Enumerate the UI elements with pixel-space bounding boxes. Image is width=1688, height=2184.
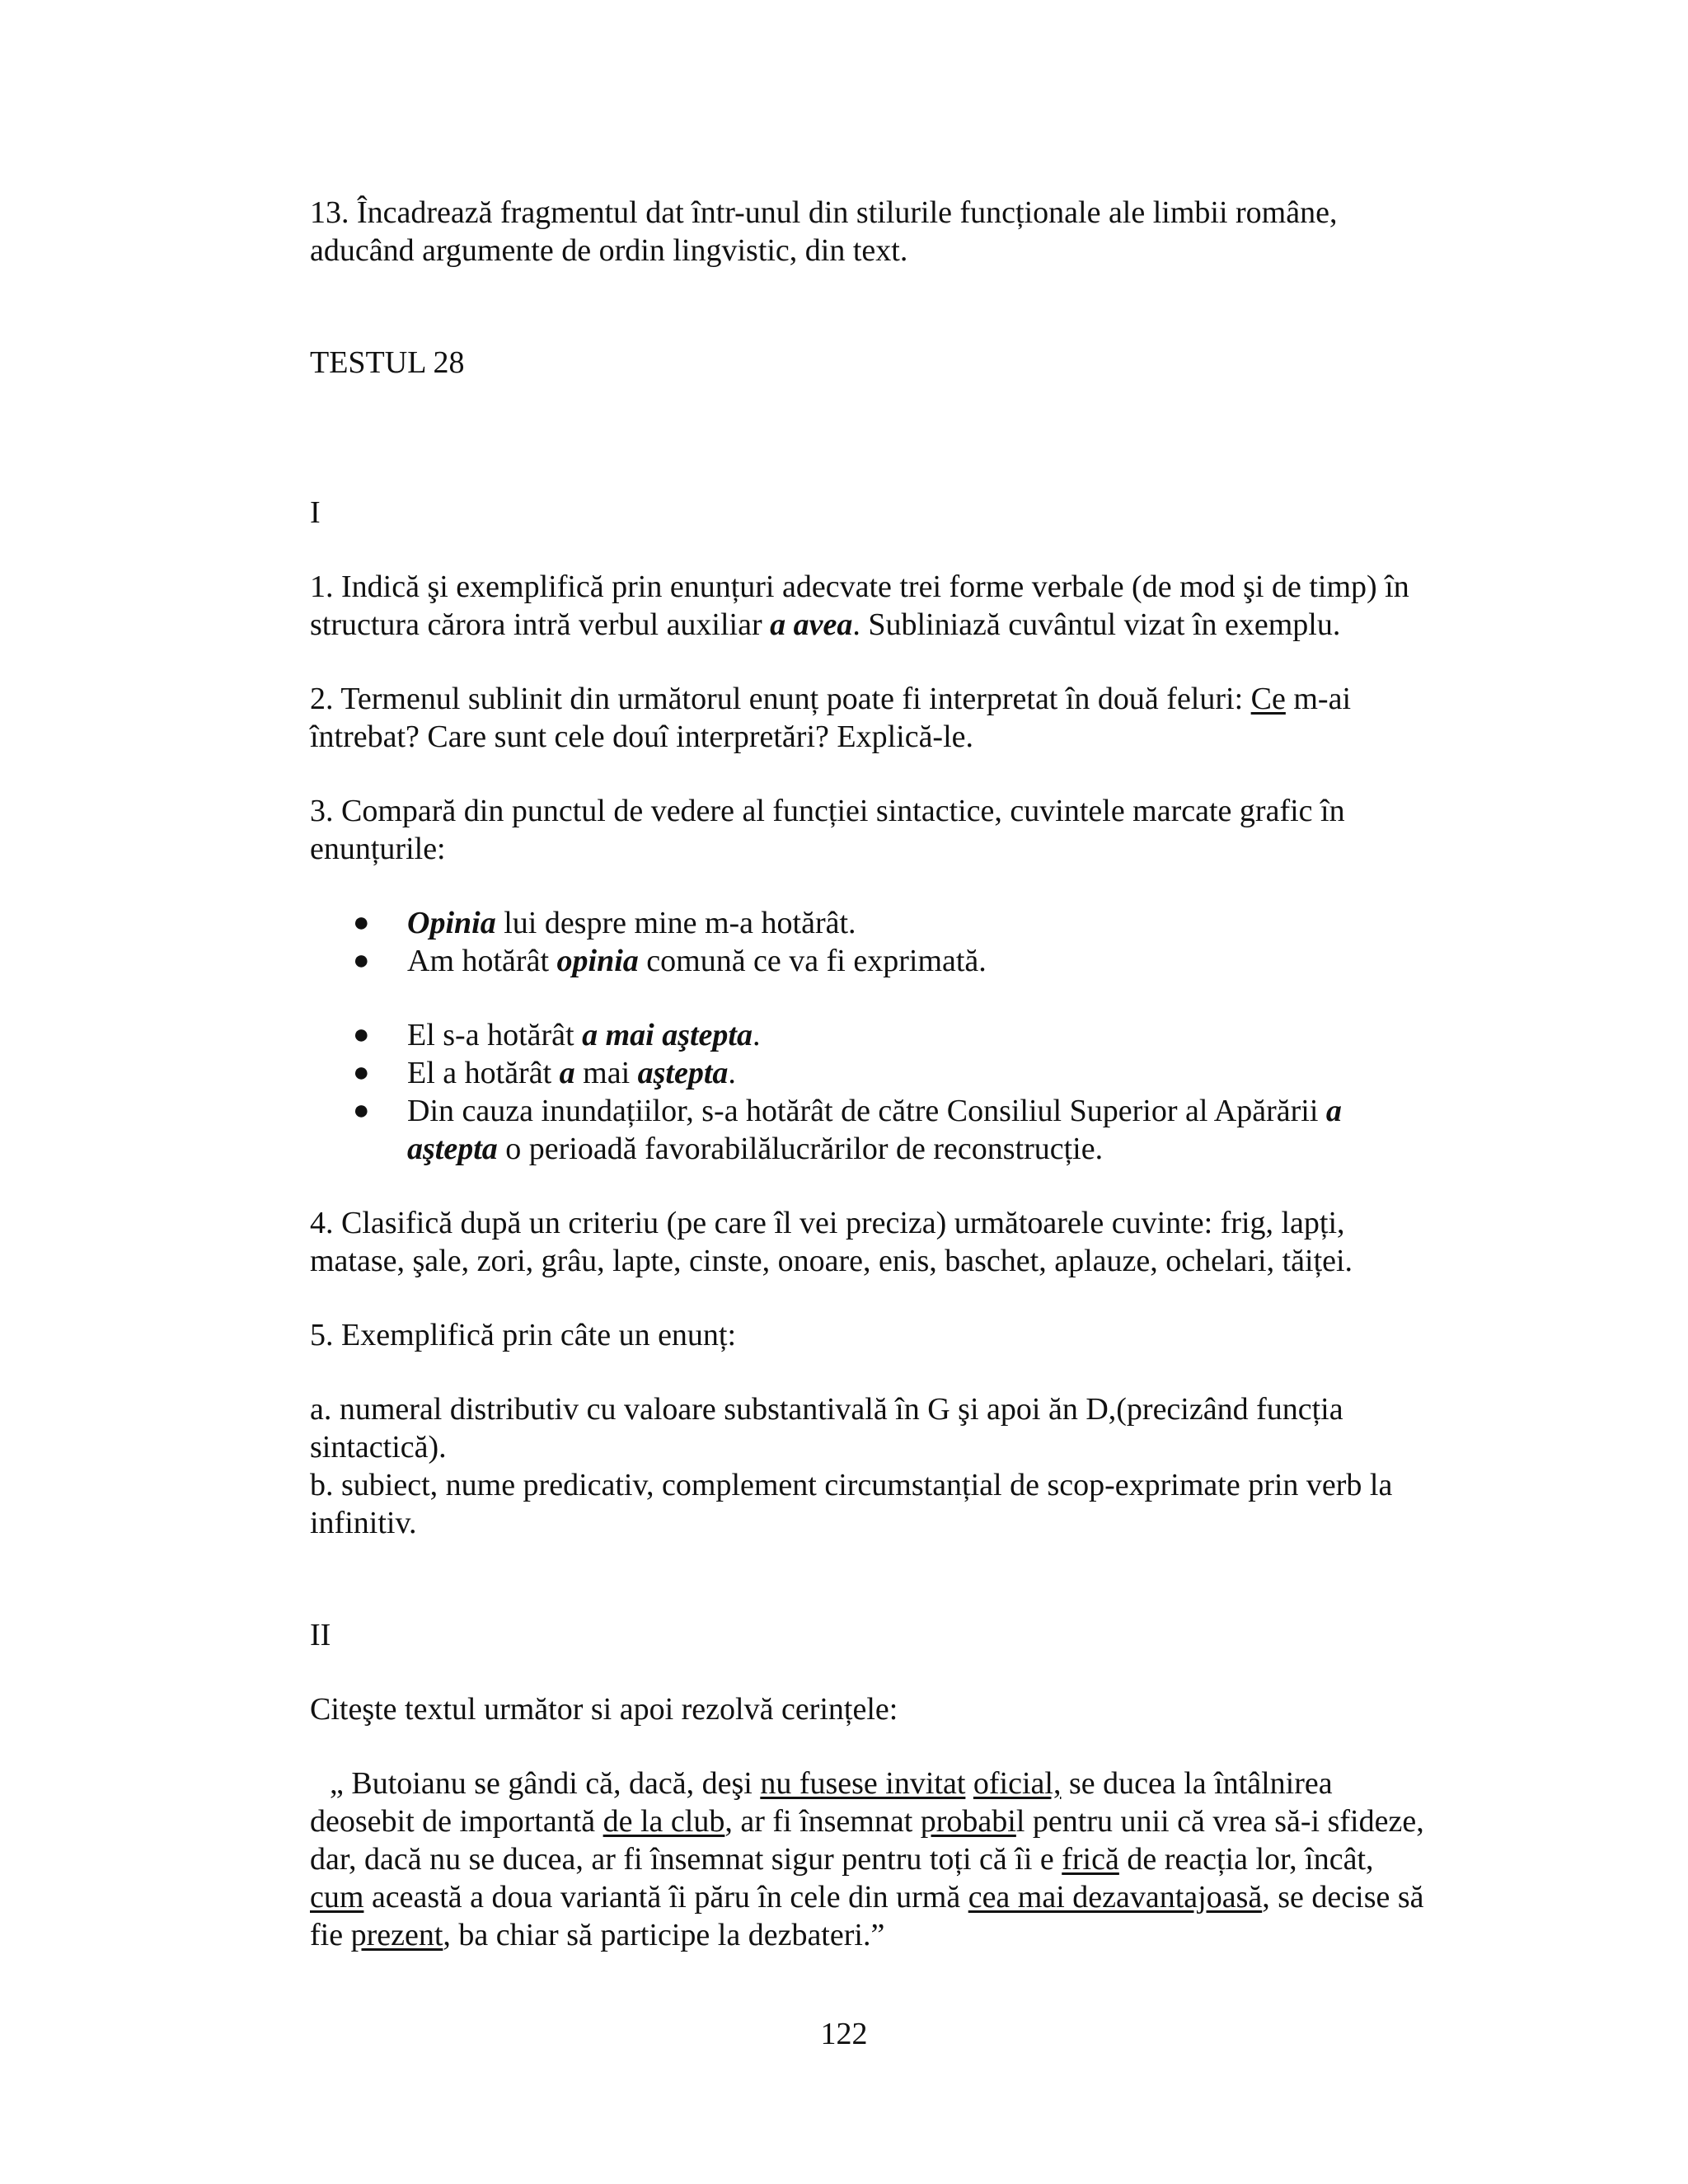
question-5b-line-2: infinitiv. [310, 1506, 417, 1540]
test-title: TESTUL 28 [310, 345, 465, 380]
section-heading-2: II [310, 1618, 331, 1652]
page-number: 122 [820, 2017, 868, 2051]
question-5b-line-1: b. subiect, nume predicativ, complement circumstanțial de scop-exprimate prin verb la [310, 1468, 1393, 1502]
list-item: El s-a hotărât a mai aştepta. [407, 1018, 761, 1052]
quote-line-1: „ Butoianu se gândi că, dacă, deşi nu fusese invitat oficial, se ducea la întâlnirea [330, 1766, 1333, 1801]
quote-line-3: dar, dacă nu se ducea, ar fi însemnat sigur pentru toți că îi e frică de reacția lor, încât, [310, 1842, 1374, 1877]
question-4-line-1: 4. Clasifică după un criteriu (pe care îl vei preciza) următoarele cuvinte: frig, lapți, [310, 1206, 1345, 1240]
underlined-ce: Ce [1250, 682, 1286, 716]
bullet-icon: ● [353, 1057, 370, 1088]
question-3-line-2: enunțurile: [310, 832, 446, 866]
question-5a-line-1: a. numeral distributiv cu valoare substantivală în G şi apoi ăn D,(precizând funcția [310, 1392, 1343, 1427]
list-item: Am hotărât opinia comună ce va fi exprimată. [407, 944, 987, 978]
list-item: Din cauza inundațiilor, s-a hotărât de către Consiliul Superior al Apărării a [407, 1094, 1342, 1128]
instruction-text: Citeşte textul următor si apoi rezolvă cerințele: [310, 1692, 898, 1727]
question-1-line-1: 1. Indică şi exemplifică prin enunțuri adecvate trei forme verbale (de mod şi de timp) în [310, 569, 1409, 604]
bullet-icon: ● [353, 1095, 370, 1126]
question-5a-line-2: sintactică). [310, 1430, 447, 1465]
question-2-line-2: întrebat? Care sunt cele douî interpretări? Explică-le. [310, 719, 974, 754]
question-13-line-2: aducând argumente de ordin lingvistic, din text. [310, 233, 908, 268]
question-3-line-1: 3. Compară din punctul de vedere al funcției sintactice, cuvintele marcate grafic în [310, 794, 1345, 828]
bullet-icon: ● [353, 945, 370, 976]
question-5-line-1: 5. Exemplifică prin câte un enunț: [310, 1318, 737, 1352]
question-4-line-2: matase, şale, zori, grâu, lapte, cinste, onoare, enis, baschet, aplauze, ochelari, tăiței. [310, 1244, 1353, 1278]
quote-line-2: deosebit de importantă de la club, ar fi însemnat probabil pentru unii că vrea să-i sfideze, [310, 1804, 1424, 1839]
emphasis-a-avea: a avea [770, 607, 853, 642]
quote-line-5: fie prezent, ba chiar să participe la dezbateri.” [310, 1918, 885, 1952]
bullet-icon: ● [353, 1019, 370, 1050]
list-item: Opinia lui despre mine m-a hotărât. [407, 906, 856, 940]
section-heading-1: I [310, 495, 321, 530]
bullet-icon: ● [353, 907, 370, 938]
question-2-line-1: 2. Termenul sublinit din următorul enunț poate fi interpretat în două feluri: Ce m-ai [310, 682, 1351, 716]
list-item-continuation: aştepta o perioadă favorabilălucrărilor de reconstrucție. [407, 1132, 1104, 1166]
question-1-line-2: structura cărora intră verbul auxiliar a avea. Subliniază cuvântul vizat în exemplu. [310, 607, 1341, 642]
question-13-line-1: 13. Încadrează fragmentul dat într-unul din stilurile funcționale ale limbii române, [310, 195, 1338, 230]
list-item: El a hotărât a mai aştepta. [407, 1056, 736, 1090]
quote-line-4: cum această a doua variantă îi păru în cele din urmă cea mai dezavantajoasă, se decise să [310, 1880, 1424, 1915]
